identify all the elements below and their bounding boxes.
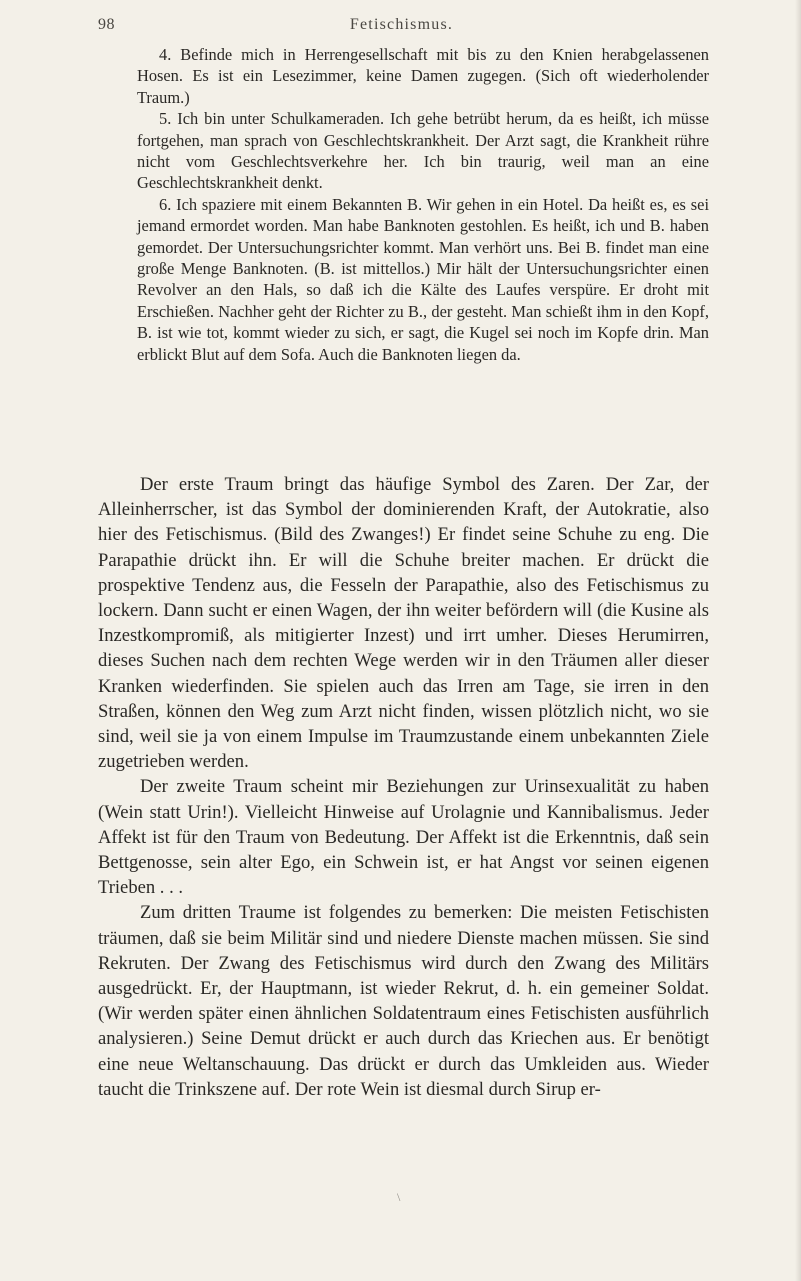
commentary-text <box>98 472 709 1102</box>
running-title: Fetischismus. <box>349 16 454 33</box>
page-number: 98 <box>98 16 115 33</box>
dream-entry-5: 5. Ich bin unter Schulkameraden. Ich gehe betrübt herum, da es heißt, ich müsse fortgehen, man sprach von Geschlechtskrankheit. Der Arzt sagt, die Krankheit rühre nicht vom Geschlechtsverkehre her. Ich bin traurig, weil man an eine Geschlechtskrankheit denkt. <box>137 109 709 193</box>
paragraph-third-dream: Zum dritten Traume ist folgendes zu bemerken: Die meisten Fetischisten träumen, daß sie beim Militär sind und niedere Dienste machen müssen. Sie sind Rekruten. Der Zwang des Fetischismus wird durch den Zwang des Militärs ausgedrückt. Er, der Hauptmann, ist wieder Rekrut, d. h. ein gemeiner Soldat. (Wir werden später einen ähnlichen Soldatentraum eines Fetischisten ausführlich analysieren.) Seine Demut drückt er auch durch das Kriechen aus. Er benötigt eine neue Weltanschauung. Das drückt er durch das Umkleiden aus. Wieder taucht die Trinkszene auf. Der rote Wein ist diesmal durch Sirup er- <box>98 902 709 1100</box>
paragraph-second-dream: Der zweite Traum scheint mir Beziehungen zur Urinsexualität zu haben (Wein statt Urin!). Vielleicht Hinweise auf Urolagnie und Kannibalismus. Jeder Affekt ist für den Traum von Bedeutung. Der Affekt ist die Erkenntnis, daß sein Bettgenosse, sein alter Ego, ein Schwein ist, er hat Angst vor seinen eigenen Trieben . . . <box>98 776 709 899</box>
dream-entry-4: 4. Befinde mich in Herrengesellschaft mit bis zu den Knien herabgelassenen Hosen. Es ist ein Lesezimmer, keine Damen zugegen. (Sich oft wiederholender Traum.) <box>137 45 709 107</box>
dream-entry-6: 6. Ich spaziere mit einem Bekannten B. Wir gehen in ein Hotel. Da heißt es, es sei jemand ermordet worden. Man habe Banknoten gestohlen. Es heißt, ich und B. haben gemordet. Der Untersuchungsrichter kommt. Man verhört uns. Bei B. findet man eine große Menge Banknoten. (B. ist mittellos.) Mir hält der Untersuchungsrichter einen Revolver an den Hals, so daß ich die Kälte des Laufes verspüre. Er droht mit Erschießen. Nachher geht der Richter zu B., der gesteht. Man schießt ihm in den Kopf, B. ist wie tot, kommt wieder zu sich, er sagt, die Kugel sei noch im Kopfe drin. Man erblickt Blut auf dem Sofa. Auch die Banknoten liegen da. <box>137 194 709 364</box>
running-head <box>98 16 705 38</box>
page-edge-shadow <box>795 0 801 1281</box>
dream-list <box>137 44 709 365</box>
paragraph-first-dream: Der erste Traum bringt das häufige Symbol des Zaren. Der Zar, der Alleinherrscher, ist das Symbol der dominierenden Kraft, der Autokratie, also hier des Fetischismus. (Bild des Zwanges!) Er findet seine Schuhe zu eng. Die Parapathie drückt ihn. Er will die Schuhe breiter machen. Er drückt die prospektive Tendenz aus, die Fesseln der Parapathie, also des Fetischismus zu lockern. Dann sucht er einen Wagen, der ihn weiter befördern will (die Kusine als Inzestkompromiß, als mitigierter Inzest) und irrt umher. Dieses Herumirren, dieses Suchen nach dem rechten Wege werden wir in den Träumen aller dieser Kranken wiederfinden. Sie spielen auch das Irren am Tage, sie irren in den Straßen, können den Weg zum Arzt nicht finden, wissen plötzlich nicht, wo sie sind, weil sie ja von einem Impulse im Traumzustande einem unbekannten Ziele zugetrieben werden. <box>98 474 709 773</box>
stray-mark: \ <box>397 1190 401 1204</box>
